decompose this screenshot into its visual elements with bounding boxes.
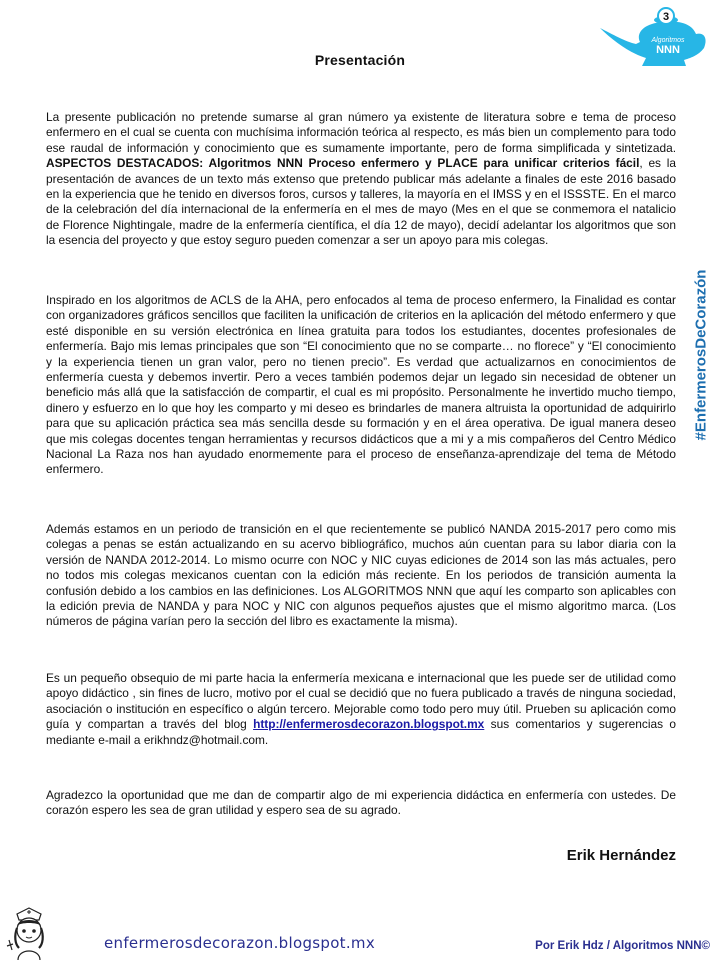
side-hashtag: [689, 250, 713, 460]
logo-line-1: Algoritmos: [651, 37, 685, 44]
side-hashtag-text: #EnfermerosDeCorazón: [692, 269, 710, 441]
paragraph-4-text-a: Es un pequeño obsequio de mi parte hacia la enfermería mexicana e internacional que les puede ser de utilidad como apoyo didáctico , sin fines de lucro, motivo por el cual se decidió que no fuera publicado a través de ninguna sociedad, asociación o institución en específico o algún tercero. Mejorable como todo pero muy útil. Prueben su aplicación como guía y compartan a través del blog: [46, 671, 676, 732]
paragraph-1-highlight: ASPECTOS DESTACADOS: Algoritmos NNN Proceso enfermero y PLACE para unificar criterios fácil: [46, 156, 640, 171]
blog-link[interactable]: http://enfermerosdecorazon.blogspot.mx: [253, 717, 485, 732]
footer-site: enfermerosdecorazon.blogspot.mx: [104, 934, 376, 952]
paragraph-5: Agradezco la oportunidad que me dan de compartir algo de mi experiencia didáctica en enfermería con ustedes. De corazón espero les sea de gran utilidad y espero sea de su agrado.: [46, 788, 676, 818]
paragraph-2: Inspirado en los algoritmos de ACLS de la AHA, pero enfocados al tema de proceso enfermero, la Finalidad es contar con organizadores gráficos sencillos que faciliten la unificación de criterios en la aplicación del método enfermero y que esté disponible en su versión electrónica en línea gratuita para todos los estudiantes, docentes profesionales de enfermería. Bajo mis lemas principales que son “El conocimiento que no se comparte… no florece” y “El conocimiento y la experiencia tienen un gran valor, pero no tienen precio”. Es verdad que actualizarnos en conocimientos de enfermería cuesta y debemos invertir. Pero a veces también podemos dejar un legado sin necesidad de obtener un beneficio más allá que la satisfacción de compartir, el cual es mi propósito. Personalmente he invertido mucho tiempo, dinero y esfuerzo en lo que hoy les comparto y mi deseo es brindarles de manera altruista la oportunidad de adquirirlo para que su aplicación práctica sea más sencilla desde su formación y en el área operativa. De igual manera deseo que mis colegas docentes tengan herramientas y recursos didácticos que a mi y a mis compañeros del Centro Médico Nacional La Raza nos han ayudado enormemente para el proceso de enseñanza-aprendizaje del tema de Método enfermero.: [46, 293, 676, 477]
logo-line-2: NNN: [656, 44, 680, 56]
page-number: 3: [662, 11, 670, 23]
paragraph-1: [46, 110, 676, 249]
paragraph-3: Además estamos en un periodo de transición en el que recientemente se publicó NANDA 2015-2017 pero como mis colegas a penas se están actualizando en su acervo bibliográfico, muchos aún cuentan para su labor diaria con la versión de NANDA 2012-2014. Lo mismo ocurre con NOC y NIC cuyas ediciones de 2014 son las más actuales, pero no todos mis colegas mexicanos cuentan con la edición más reciente. En los periodos de transición aumenta la confusión debido a los cambios en las definiciones. Los ALGORITMOS NNN que aquí les comparto son aplicables con la edición previa de NANDA y para NOC y NIC con algunos pequeños ajustes que el mismo algoritmo marca. (Los números de página varían pero la sección del libro es exactamente la misma).: [46, 522, 676, 629]
paragraph-1-text-b: , es la presentación de avances de un texto más extenso que pretendo publicar más adelante a finales de este 2016 basado en la experiencia que he tenido en diversos foros, cursos y talleres, la mayoría en el IMSS y en el ISSSTE. En el marco de la celebración del día internacional de la enfermería en el mes de mayo (Mes en el que se conmemora el natalicio de Florence Nightingale, madre de la enfermería científica, el día 12 de mayo), decidí adelantar los algoritmos que son la esencia del proyecto y que estoy seguro pueden comenzar a ser un apoyo para mis colegas.: [46, 156, 676, 248]
author-signature: Erik Hernández: [566, 847, 676, 864]
paragraph-1-text-a: La presente publicación no pretende sumarse al gran número ya existente de literatura sobre e tema de proceso enfermero en el cual se cuenta con muchísima información teórica al respecto, es más bien un complemento para todo ese raudal de información y conocimiento que es sumamente importante, pero de forma simplificada y sintetizada.: [46, 110, 676, 155]
paragraph-4: [46, 671, 676, 748]
paragraph-4-text-b: sus comentarios y sugerencias o mediante e-mail a erikhndz@hotmail.com.: [46, 717, 676, 747]
nurse-cartoon-icon: [4, 900, 54, 960]
footer-credit: Por Erik Hdz / Algoritmos NNN©: [535, 940, 710, 952]
page-title: Presentación: [314, 52, 406, 68]
